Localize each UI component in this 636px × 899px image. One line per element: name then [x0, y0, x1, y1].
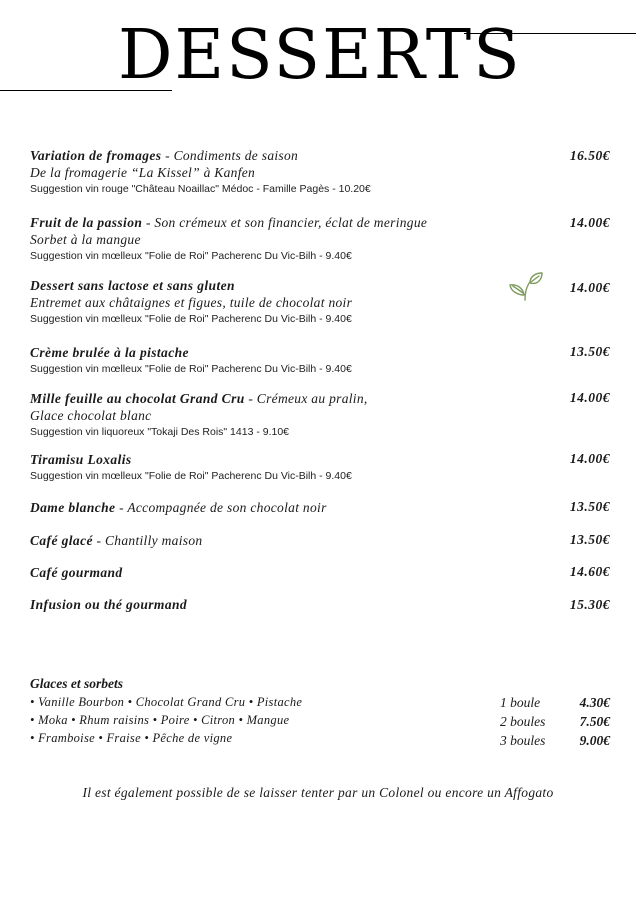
- menu-item: [30, 532, 610, 549]
- menu-item-name: Fruit de la passion: [30, 215, 143, 230]
- menu-item-desc-line2: Glace chocolat blanc: [30, 408, 152, 423]
- menu-item-desc: - Crémeux au pralin,: [244, 391, 368, 406]
- menu-item-price: 14.00€: [569, 280, 610, 295]
- menu-item: [30, 390, 610, 440]
- flavor-list: • Moka • Rhum raisins • Poire • Citron • Mangue: [30, 713, 290, 727]
- menu-item: [30, 277, 610, 327]
- menu-item-name: Variation de fromages: [30, 148, 162, 163]
- flavor-list: • Vanille Bourbon • Chocolat Grand Cru • Pistache: [30, 695, 303, 709]
- menu-item: [30, 214, 610, 264]
- menu-item-desc: - Condiments de saison: [161, 148, 299, 163]
- wine-suggestion: Suggestion vin rouge "Château Noaillac" Médoc - Famille Pagès - 10.20€: [30, 183, 371, 195]
- menu-item-price: 15.30€: [569, 597, 610, 612]
- flavor-list: • Framboise • Fraise • Pêche de vigne: [30, 731, 233, 745]
- menu-item: [30, 564, 610, 581]
- menu-item-heading: [30, 344, 610, 361]
- scoop-row: [500, 714, 610, 733]
- wine-suggestion: Suggestion vin mœlleux "Folie de Roi" Pacherenc Du Vic-Bilh - 9.40€: [30, 313, 352, 325]
- menu-item-desc-line2: De la fromagerie “La Kissel” à Kanfen: [30, 165, 256, 180]
- scoop-row: [500, 695, 610, 714]
- menu-item: [30, 344, 610, 377]
- menu-item-heading: [30, 499, 610, 516]
- menu-item-name: Dame blanche: [30, 500, 116, 515]
- menu-item-desc: - Son crémeux et son financier, éclat de meringue: [142, 215, 428, 230]
- scoop-price: 9.00€: [579, 733, 610, 748]
- menu-item: [30, 596, 610, 613]
- menu-item-name: Dessert sans lactose et sans gluten: [30, 278, 235, 293]
- menu-item: [30, 147, 610, 197]
- menu-item-heading: [30, 214, 610, 231]
- footer-note: Il est également possible de se laisser tenter par un Colonel ou encore un Affogato: [82, 785, 554, 800]
- wine-suggestion: Suggestion vin mœlleux "Folie de Roi" Pacherenc Du Vic-Bilh - 9.40€: [30, 250, 352, 262]
- menu-item-price: 14.00€: [569, 451, 610, 466]
- menu-item-price: 13.50€: [569, 499, 610, 514]
- ice-cream-section: [30, 675, 610, 747]
- scoop-prices: [500, 695, 610, 752]
- leaf-icon: [508, 271, 544, 303]
- ice-cream-heading: Glaces et sorbets: [30, 676, 123, 691]
- menu-item-price: 16.50€: [569, 148, 610, 163]
- menu-item-price: 13.50€: [569, 532, 610, 547]
- wine-suggestion: Suggestion vin mœlleux "Folie de Roi" Pacherenc Du Vic-Bilh - 9.40€: [30, 363, 352, 375]
- menu-item: [30, 499, 610, 516]
- scoop-price: 4.30€: [579, 695, 610, 710]
- scoop-label: 1 boule: [500, 695, 541, 710]
- menu-item-name: Infusion ou thé gourmand: [30, 597, 188, 612]
- page-title: DESSERTS: [118, 16, 522, 95]
- menu-item-price: 14.00€: [569, 390, 610, 405]
- menu-item-heading: [30, 390, 610, 407]
- scoop-price: 7.50€: [579, 714, 610, 729]
- menu-item-desc: - Chantilly maison: [92, 533, 203, 548]
- menu-item-name: Mille feuille au chocolat Grand Cru: [30, 391, 245, 406]
- menu-item-price: 13.50€: [569, 344, 610, 359]
- scoop-label: 2 boules: [500, 714, 546, 729]
- menu-item-heading: [30, 451, 610, 468]
- menu-item-name: Tiramisu Loxalis: [30, 452, 132, 467]
- wine-suggestion: Suggestion vin mœlleux "Folie de Roi" Pacherenc Du Vic-Bilh - 9.40€: [30, 470, 352, 482]
- menu-item-name: Crème brulée à la pistache: [30, 345, 189, 360]
- menu-item-heading: [30, 147, 610, 164]
- menu-item-name: Café gourmand: [30, 565, 123, 580]
- menu-item: [30, 451, 610, 484]
- menu-item-price: 14.60€: [569, 564, 610, 579]
- wine-suggestion: Suggestion vin liquoreux "Tokaji Des Rois" 1413 - 9.10€: [30, 426, 290, 438]
- scoop-label: 3 boules: [500, 733, 546, 748]
- menu-item-desc-line2: Sorbet à la mangue: [30, 232, 141, 247]
- menu-item-desc: - Accompagnée de son chocolat noir: [115, 500, 327, 515]
- menu-item-heading: [30, 564, 610, 581]
- menu-item-desc-line2: Entremet aux châtaignes et figues, tuile de chocolat noir: [30, 295, 353, 310]
- menu-item-heading: [30, 532, 610, 549]
- menu-item-heading: [30, 596, 610, 613]
- menu-item-name: Café glacé: [30, 533, 93, 548]
- scoop-row: [500, 733, 610, 752]
- menu-item-price: 14.00€: [569, 215, 610, 230]
